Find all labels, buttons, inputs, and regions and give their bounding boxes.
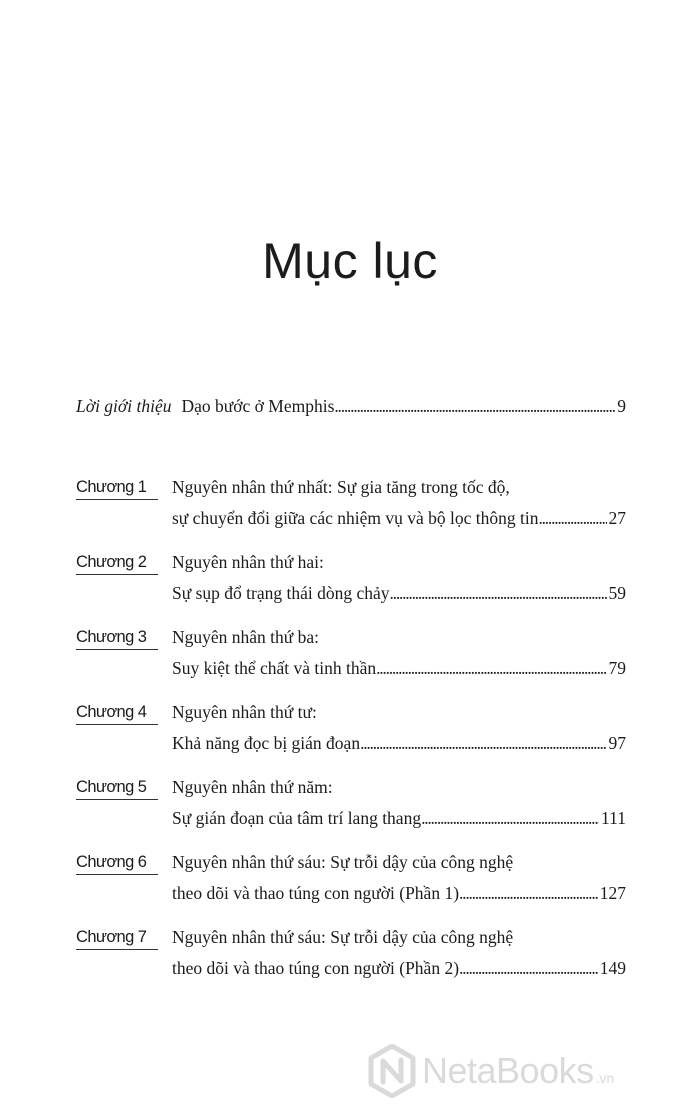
dot-leader	[538, 508, 606, 529]
chapter-title-line: Nguyên nhân thứ tư:	[172, 702, 317, 722]
toc-entry-chapter-1[interactable]	[76, 474, 626, 549]
dot-leader	[421, 808, 599, 829]
chapter-title-line: Nguyên nhân thứ sáu: Sự trỗi dậy của công nghệ	[172, 927, 514, 947]
page-number: 59	[608, 583, 626, 603]
intro-title: Dạo bước ở Memphis	[181, 396, 335, 416]
chapter-title-line: Sự gián đoạn của tâm trí lang thang	[172, 808, 422, 828]
dot-leader	[334, 396, 615, 417]
chapter-label: Chương 3	[76, 628, 158, 650]
chapter-title-line: Sự sụp đổ trạng thái dòng chảy	[172, 583, 390, 603]
toc-entry-chapter-6[interactable]	[76, 849, 626, 924]
toc-entry-chapter-3[interactable]	[76, 624, 626, 699]
chapter-title-line: Nguyên nhân thứ nhất: Sự gia tăng trong tốc độ,	[172, 477, 510, 497]
watermark-text: NetaBooks	[422, 1050, 594, 1091]
dot-leader	[376, 658, 606, 679]
page-title: Mục lục	[262, 233, 438, 289]
chapter-label: Chương 1	[76, 478, 158, 500]
page-number: 27	[608, 508, 626, 528]
page-number: 97	[608, 733, 626, 753]
page-number: 9	[617, 396, 626, 416]
intro-label: Lời giới thiệu	[76, 396, 172, 416]
chapter-title-line: Nguyên nhân thứ năm:	[172, 777, 333, 797]
chapter-title-line: sự chuyển đổi giữa các nhiệm vụ và bộ lọc thông tin	[172, 508, 539, 528]
chapter-title-line: Nguyên nhân thứ hai:	[172, 552, 324, 572]
watermark	[368, 1044, 614, 1098]
page-number: 79	[608, 658, 626, 678]
dot-leader	[459, 958, 598, 979]
chapter-label: Chương 7	[76, 928, 158, 950]
chapter-title-line: Suy kiệt thể chất và tinh thần	[172, 658, 377, 678]
chapter-label: Chương 2	[76, 553, 158, 575]
toc-entry-chapter-2[interactable]	[76, 549, 626, 624]
page-number: 111	[601, 808, 626, 828]
chapter-title-line: Nguyên nhân thứ ba:	[172, 627, 320, 647]
page-number: 127	[599, 883, 626, 903]
chapter-label: Chương 5	[76, 778, 158, 800]
toc-chapter-list	[76, 474, 626, 999]
chapter-label: Chương 6	[76, 853, 158, 875]
chapter-title-line: Nguyên nhân thứ sáu: Sự trỗi dậy của công nghệ	[172, 852, 514, 872]
dot-leader	[360, 733, 606, 754]
toc-entry-intro[interactable]	[76, 396, 626, 417]
chapter-title-line: theo dõi và thao túng con người (Phần 1)	[172, 883, 460, 903]
toc-entry-chapter-7[interactable]	[76, 924, 626, 999]
toc-entry-chapter-4[interactable]	[76, 699, 626, 774]
dot-leader	[459, 883, 598, 904]
chapter-title-line: theo dõi và thao túng con người (Phần 2)	[172, 958, 460, 978]
netabooks-logo-icon	[368, 1044, 416, 1098]
watermark-suffix: .vn	[595, 1070, 615, 1086]
toc-entry-chapter-5[interactable]	[76, 774, 626, 849]
page-number: 149	[599, 958, 626, 978]
chapter-label: Chương 4	[76, 703, 158, 725]
chapter-title-line: Khả năng đọc bị gián đoạn	[172, 733, 361, 753]
dot-leader	[390, 583, 607, 604]
